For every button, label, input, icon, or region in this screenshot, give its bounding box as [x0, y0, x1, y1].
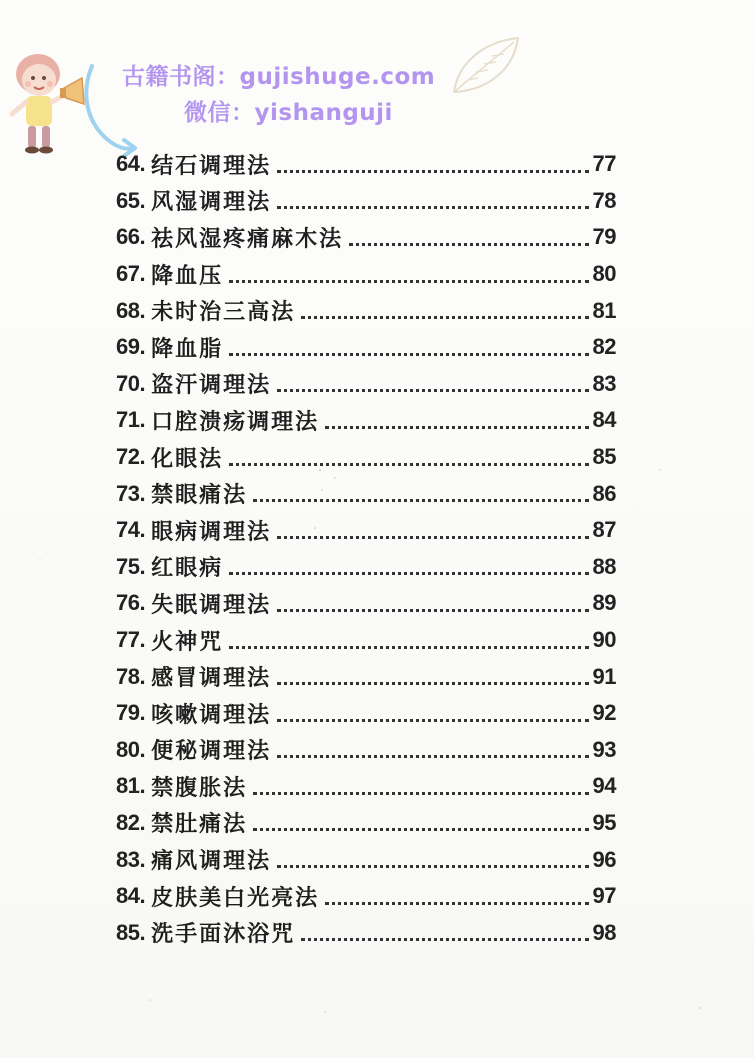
toc-entry-title: 痛风调理法 [151, 848, 272, 875]
toc-dot-leader [277, 719, 588, 722]
toc-entry-title: 禁腹胀法 [151, 774, 248, 801]
toc-entry-number: 81. [116, 773, 146, 799]
toc-entry [116, 439, 616, 476]
toc-entry-page: 98 [592, 919, 616, 945]
toc-entry-number: 84. [116, 883, 146, 909]
toc-entry [116, 585, 616, 622]
toc-entry [116, 256, 616, 293]
toc-entry-title: 结石调理法 [151, 152, 272, 179]
toc-entry-number: 73. [116, 480, 146, 506]
toc-entry-page: 82 [592, 334, 616, 360]
toc-dot-leader [253, 792, 588, 795]
toc-dot-leader [277, 609, 588, 612]
toc-entry-page: 84 [592, 407, 616, 433]
toc-entry-page: 95 [592, 809, 616, 835]
toc-entry-title: 口腔溃疡调理法 [151, 408, 320, 435]
toc-dot-leader [229, 280, 588, 283]
toc-dot-leader [301, 316, 588, 319]
toc-entry-title: 未时治三高法 [151, 299, 296, 326]
watermark-wechat-text: 微信：yishanguji [184, 100, 393, 126]
toc-entry-number: 66. [116, 224, 146, 250]
toc-entry-page: 88 [592, 553, 616, 579]
toc-entry [116, 841, 616, 878]
toc-dot-leader [325, 426, 588, 429]
toc-entry [116, 402, 616, 439]
toc-dot-leader [253, 828, 588, 831]
toc-dot-leader [229, 463, 588, 466]
toc-dot-leader [277, 389, 588, 392]
toc-entry-page: 81 [592, 297, 616, 323]
toc-dot-leader [349, 243, 588, 246]
toc-dot-leader [253, 499, 588, 502]
toc-entry [116, 366, 616, 403]
watermark-header [0, 30, 754, 130]
toc-entry-title: 眼病调理法 [151, 518, 272, 545]
toc-dot-leader [229, 646, 588, 649]
toc-entry-title: 火神咒 [151, 628, 224, 655]
toc-entry-page: 78 [592, 187, 616, 213]
toc-entry-page: 87 [592, 517, 616, 543]
toc-entry-page: 97 [592, 883, 616, 909]
toc-entry [116, 914, 616, 951]
toc-entry-number: 76. [116, 590, 146, 616]
toc-dot-leader [301, 938, 588, 941]
toc-entry-number: 65. [116, 187, 146, 213]
toc-entry-title: 盗汗调理法 [151, 372, 272, 399]
toc-entry [116, 475, 616, 512]
watermark-site-text: 古籍书阁：gujishuge.com [122, 64, 436, 90]
toc-entry [116, 805, 616, 842]
toc-entry-number: 78. [116, 663, 146, 689]
toc-entry-number: 83. [116, 846, 146, 872]
toc-entry-number: 68. [116, 297, 146, 323]
toc-entry-number: 64. [116, 151, 146, 177]
toc-entry-page: 79 [592, 224, 616, 250]
toc-dot-leader [277, 755, 588, 758]
toc-entry-number: 70. [116, 370, 146, 396]
toc-entry-number: 72. [116, 444, 146, 470]
toc-entry-page: 77 [592, 151, 616, 177]
toc-entry-number: 69. [116, 334, 146, 360]
toc-entry-page: 83 [592, 370, 616, 396]
toc-entry-number: 79. [116, 700, 146, 726]
toc-entry-title: 风湿调理法 [151, 189, 272, 216]
toc-dot-leader [229, 572, 588, 575]
toc-entry-title: 便秘调理法 [151, 738, 272, 765]
toc-entry-page: 89 [592, 590, 616, 616]
toc-dot-leader [277, 536, 588, 539]
toc-dot-leader [277, 170, 588, 173]
toc-dot-leader [277, 206, 588, 209]
toc-entry-page: 96 [592, 846, 616, 872]
toc-entry-page: 86 [592, 480, 616, 506]
toc-entry [116, 146, 616, 183]
toc-entry [116, 512, 616, 549]
toc-entry-title: 洗手面沐浴咒 [151, 921, 296, 948]
toc-entry-page: 92 [592, 700, 616, 726]
toc-entry [116, 695, 616, 732]
toc-entry-title: 失眠调理法 [151, 591, 272, 618]
toc-entry-number: 77. [116, 627, 146, 653]
toc-entry-title: 皮肤美白光亮法 [151, 884, 320, 911]
toc-entry-number: 85. [116, 919, 146, 945]
toc-entry-page: 93 [592, 736, 616, 762]
toc-entry-title: 降血脂 [151, 335, 224, 362]
toc-entry-page: 91 [592, 663, 616, 689]
toc-entry-number: 80. [116, 736, 146, 762]
toc-entry-number: 71. [116, 407, 146, 433]
toc-entry-title: 降血压 [151, 262, 224, 289]
toc-entry-page: 90 [592, 627, 616, 653]
toc-entry-title: 化眼法 [151, 445, 224, 472]
toc-entry [116, 622, 616, 659]
toc-entry [116, 658, 616, 695]
toc-entry-number: 75. [116, 553, 146, 579]
toc-dot-leader [229, 353, 588, 356]
toc-entry [116, 549, 616, 586]
toc-entry-title: 咳嗽调理法 [151, 701, 272, 728]
toc-entry-page: 80 [592, 261, 616, 287]
toc-entry-number: 82. [116, 809, 146, 835]
toc-dot-leader [277, 682, 588, 685]
toc-entry-title: 祛风湿疼痛麻木法 [151, 225, 344, 252]
toc-entry [116, 329, 616, 366]
toc-entry-page: 85 [592, 444, 616, 470]
toc-entry [116, 292, 616, 329]
toc-entry-title: 禁眼痛法 [151, 482, 248, 509]
toc-entry [116, 183, 616, 220]
table-of-contents [116, 146, 616, 951]
toc-dot-leader [277, 865, 588, 868]
toc-entry-number: 67. [116, 261, 146, 287]
toc-entry-title: 感冒调理法 [151, 665, 272, 692]
toc-entry-title: 禁肚痛法 [151, 811, 248, 838]
toc-entry-title: 红眼病 [151, 555, 224, 582]
toc-entry [116, 219, 616, 256]
leaf-icon [448, 34, 524, 98]
toc-dot-leader [325, 902, 588, 905]
toc-entry-page: 94 [592, 773, 616, 799]
toc-entry-number: 74. [116, 517, 146, 543]
toc-entry [116, 732, 616, 769]
toc-entry [116, 878, 616, 915]
toc-entry [116, 768, 616, 805]
